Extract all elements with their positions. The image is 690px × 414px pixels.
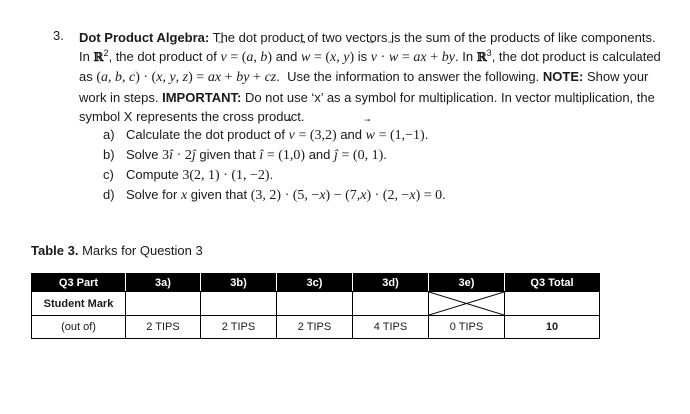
header-cell: 3b)	[201, 274, 277, 292]
cross-out-icon	[429, 292, 504, 315]
header-cell: 3a)	[126, 274, 201, 292]
mark-cell-3b[interactable]	[201, 292, 277, 316]
question-intro: The dot product of two vectors is the sum of the products of like components. In	[79, 30, 656, 65]
header-cell: Q3 Total	[505, 274, 600, 292]
out-of-cell: 2 TIPS	[277, 316, 353, 339]
out-of-row	[32, 316, 600, 339]
mark-cell-total[interactable]	[505, 292, 600, 316]
mark-cell-3c[interactable]	[277, 292, 353, 316]
question-text: Dot Product Algebra: The dot product of two vectors is the sum of the products of like components. In ℝ$^2$, the dot product of ⃗ v = (a, b) and ⃗ w = (x, y) is ⃗ v · ⃗ w = ax + by. In ℝ$^3$, the dot product is calculated as (a, b, c) · (x, y, z) = ax + by + cz. Use the information to answer the following. NOTE: Show your work in steps. IMPORTANT: Do not use ‘x’ as a symbol for multiplication. In vector multiplication, the symbol X represents the cross product.	[79, 28, 669, 126]
note-label: NOTE:	[542, 69, 584, 85]
mark-cell-3d[interactable]	[353, 292, 429, 316]
table-header-row	[32, 274, 600, 292]
header-cell: 3c)	[277, 274, 353, 292]
header-cell: 3d)	[353, 274, 429, 292]
subquestion-b: b) Solve 3î · 2ĵ given that î = (1,0) and ĵ = (0, 1).	[103, 147, 387, 163]
row-label: Student Mark	[32, 292, 126, 316]
header-cell: Q3 Part	[32, 274, 126, 292]
subquestion-a: a) Calculate the dot product of ⃗ v = (3,2) and ⃗ w = (1,−1).	[103, 125, 446, 145]
mark-cell-3a[interactable]	[126, 292, 201, 316]
out-of-cell: 0 TIPS	[429, 316, 505, 339]
subquestion-d: d) Solve for x given that (3, 2) · (5, −x) − (7,x) · (2, −x) = 0.	[103, 187, 446, 203]
out-of-cell: 2 TIPS	[126, 316, 201, 339]
question-number: 3.	[53, 28, 64, 43]
marks-table	[31, 273, 600, 339]
question-title: Dot Product Algebra:	[79, 30, 210, 45]
mark-cell-3e-crossed	[429, 292, 505, 316]
out-of-cell: 10	[505, 316, 600, 339]
out-of-cell: 4 TIPS	[353, 316, 429, 339]
out-of-cell: 2 TIPS	[201, 316, 277, 339]
table-caption: Table 3. Marks for Question 3	[31, 243, 203, 258]
row-label: (out of)	[32, 316, 126, 339]
subquestion-c: c) Compute 3(2, 1) · (1, −2).	[103, 167, 274, 183]
student-mark-row	[32, 292, 600, 316]
header-cell: 3e)	[429, 274, 505, 292]
important-label: IMPORTANT:	[162, 89, 242, 105]
subquestion-list	[103, 125, 446, 205]
